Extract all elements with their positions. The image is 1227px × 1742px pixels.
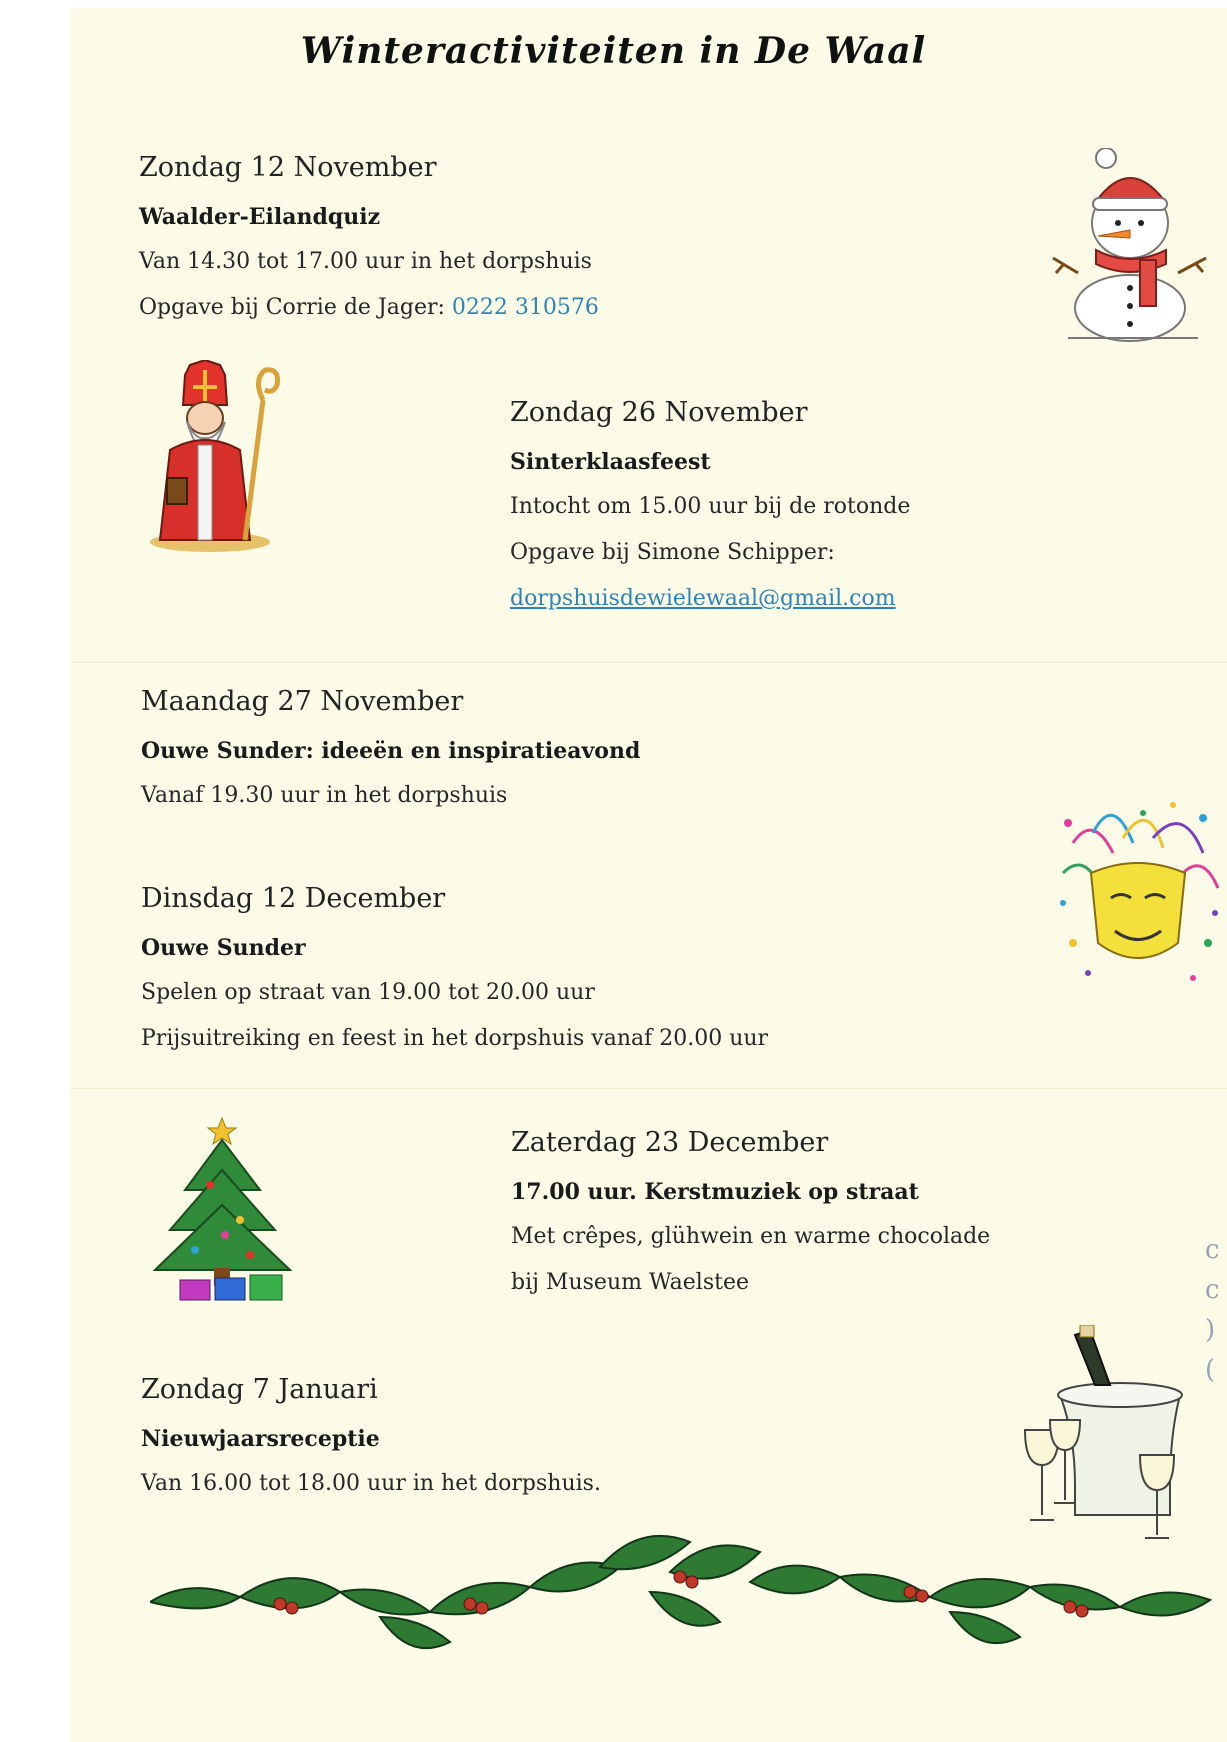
event-zondag-12-november <box>139 148 599 326</box>
event-maandag-27-november <box>141 682 640 814</box>
email-link[interactable]: dorpshuisdewielewaal@gmail.com <box>510 586 896 611</box>
event-name: Waalder-Eilandquiz <box>139 204 381 230</box>
page-title: Winteractiviteiten in De Waal <box>300 30 927 72</box>
event-detail: bij Museum Waelstee <box>511 1270 750 1295</box>
event-date: Dinsdag 12 December <box>141 883 446 914</box>
event-date: Zondag 12 November <box>139 152 437 183</box>
event-zondag-26-november <box>510 393 910 617</box>
event-name: Ouwe Sunder <box>141 935 306 961</box>
holly-garland-illustration <box>150 1522 1220 1672</box>
event-detail: Intocht om 15.00 uur bij de rotonde <box>510 494 911 519</box>
phone-number[interactable]: 0222 310576 <box>451 295 599 320</box>
signup-label: Opgave bij Corrie de Jager: <box>139 295 452 320</box>
event-detail: Prijsuitreiking en feest in het dorpshuis vanaf 20.00 uur <box>141 1026 769 1051</box>
event-detail: Van 16.00 tot 18.00 uur in het dorpshuis. <box>141 1471 601 1496</box>
christmas-tree-illustration <box>150 1110 295 1305</box>
handwritten-marks: c c ) ( <box>1205 1235 1220 1385</box>
event-detail: Vanaf 19.30 uur in het dorpshuis <box>141 783 508 808</box>
fold-line <box>70 1088 1227 1089</box>
event-detail: Spelen op straat van 19.00 tot 20.00 uur <box>141 980 595 1005</box>
event-name: Ouwe Sunder: ideeën en inspiratieavond <box>141 738 641 764</box>
event-date: Zondag 7 Januari <box>141 1374 378 1405</box>
sinterklaas-illustration <box>145 360 285 555</box>
champagne-bucket-illustration <box>1020 1325 1215 1550</box>
event-detail: Met crêpes, glühwein en warme chocolade <box>511 1224 991 1249</box>
fold-line <box>70 662 1227 663</box>
snowman-illustration <box>1048 148 1213 343</box>
event-detail <box>139 290 599 326</box>
event-detail: Opgave bij Simone Schipper: <box>510 540 835 565</box>
event-zaterdag-23-december <box>511 1123 990 1301</box>
event-date: Zaterdag 23 December <box>511 1127 829 1158</box>
event-name: Nieuwjaarsreceptie <box>141 1426 380 1452</box>
event-name: 17.00 uur. Kerstmuziek op straat <box>511 1179 919 1205</box>
event-zondag-7-januari <box>141 1370 601 1502</box>
event-dinsdag-12-december <box>141 879 768 1057</box>
event-date: Maandag 27 November <box>141 686 464 717</box>
event-name: Sinterklaasfeest <box>510 449 711 475</box>
event-detail: Van 14.30 tot 17.00 uur in het dorpshuis <box>139 249 592 274</box>
carnival-mask-illustration <box>1053 793 1223 993</box>
event-date: Zondag 26 November <box>510 397 808 428</box>
